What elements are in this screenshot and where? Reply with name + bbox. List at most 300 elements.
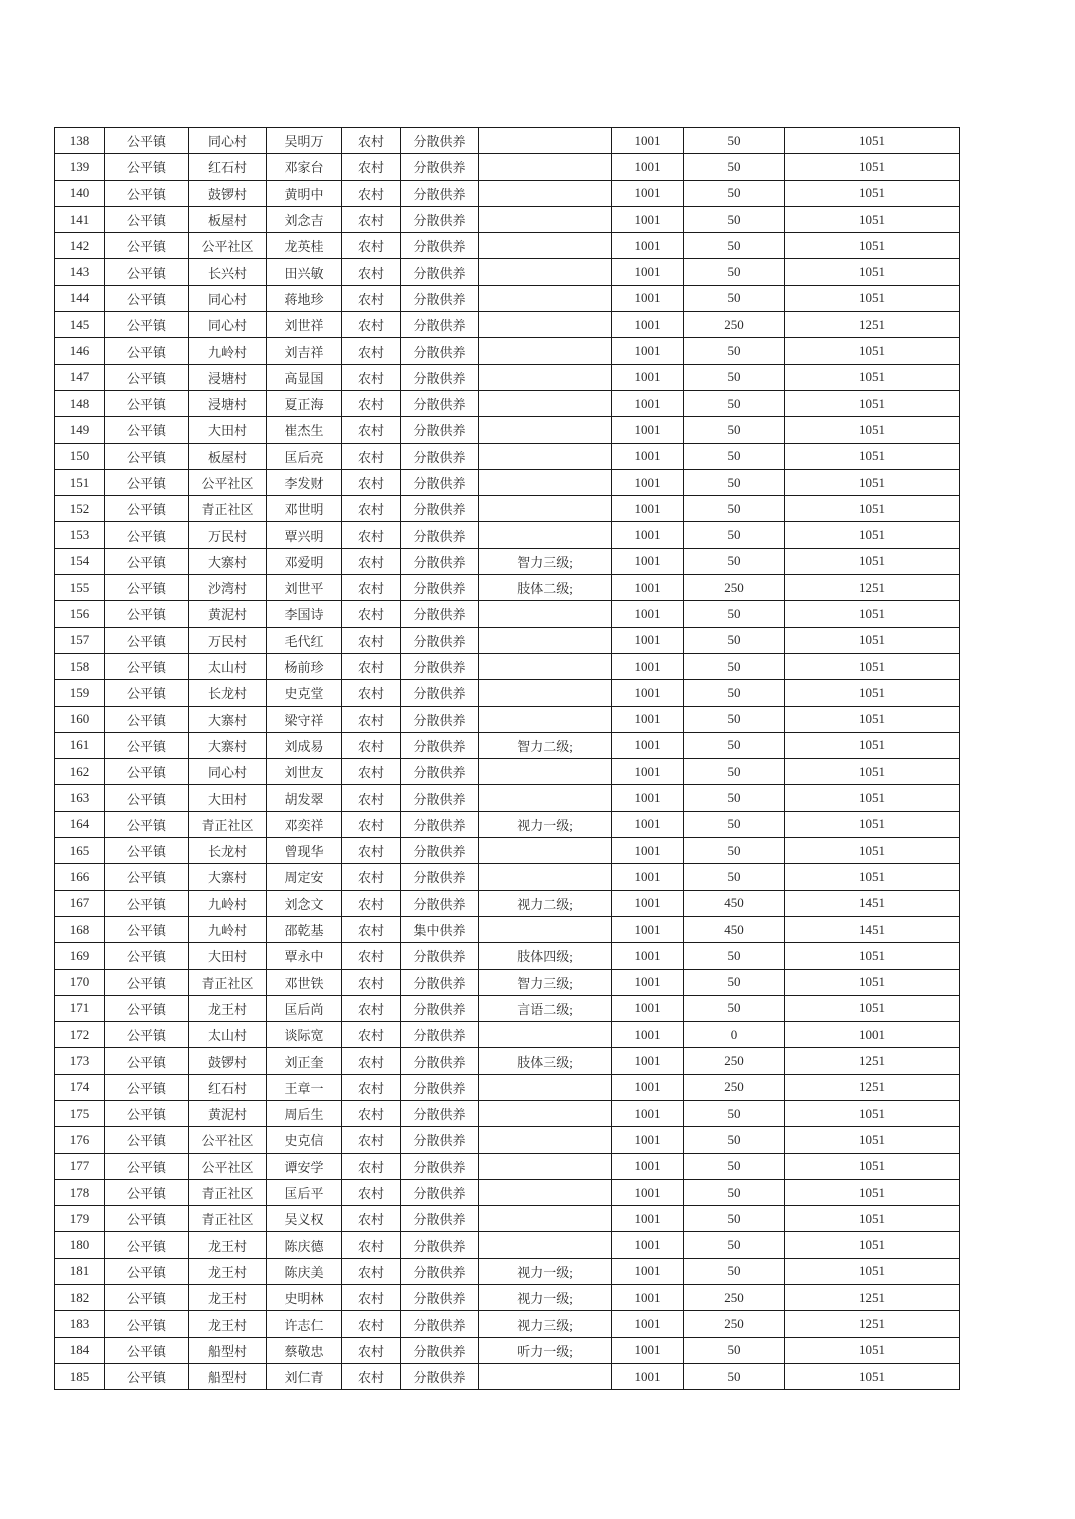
disability-level-cell bbox=[479, 1127, 612, 1153]
person-name-cell: 陈庆德 bbox=[267, 1232, 342, 1258]
area-type-cell: 农村 bbox=[342, 838, 401, 864]
village-cell: 大寨村 bbox=[189, 864, 267, 890]
subsidy-amount-cell: 50 bbox=[684, 969, 785, 995]
town-cell: 公平镇 bbox=[105, 575, 189, 601]
person-name-cell: 谈际宽 bbox=[267, 1022, 342, 1048]
row-number-cell: 184 bbox=[55, 1337, 105, 1363]
area-type-cell: 农村 bbox=[342, 943, 401, 969]
total-amount-cell: 1051 bbox=[785, 601, 960, 627]
row-number-cell: 155 bbox=[55, 575, 105, 601]
base-amount-cell: 1001 bbox=[612, 1127, 684, 1153]
total-amount-cell: 1251 bbox=[785, 1074, 960, 1100]
row-number-cell: 170 bbox=[55, 969, 105, 995]
row-number-cell: 138 bbox=[55, 128, 105, 154]
disability-level-cell bbox=[479, 338, 612, 364]
area-type-cell: 农村 bbox=[342, 811, 401, 837]
area-type-cell: 农村 bbox=[342, 312, 401, 338]
area-type-cell: 农村 bbox=[342, 732, 401, 758]
subsidy-amount-cell: 50 bbox=[684, 1206, 785, 1232]
subsidy-amount-cell: 50 bbox=[684, 1232, 785, 1258]
village-cell: 大田村 bbox=[189, 417, 267, 443]
row-number-cell: 163 bbox=[55, 785, 105, 811]
base-amount-cell: 1001 bbox=[612, 1153, 684, 1179]
village-cell: 万民村 bbox=[189, 522, 267, 548]
total-amount-cell: 1051 bbox=[785, 548, 960, 574]
row-number-cell: 150 bbox=[55, 443, 105, 469]
town-cell: 公平镇 bbox=[105, 1074, 189, 1100]
total-amount-cell: 1051 bbox=[785, 522, 960, 548]
base-amount-cell: 1001 bbox=[612, 759, 684, 785]
village-cell: 鼓锣村 bbox=[189, 1048, 267, 1074]
town-cell: 公平镇 bbox=[105, 838, 189, 864]
records-table-body bbox=[55, 128, 960, 1390]
subsidy-amount-cell: 50 bbox=[684, 785, 785, 811]
table-row bbox=[55, 943, 960, 969]
support-type-cell: 分散供养 bbox=[401, 575, 479, 601]
person-name-cell: 王章一 bbox=[267, 1074, 342, 1100]
person-name-cell: 史克堂 bbox=[267, 680, 342, 706]
support-type-cell: 分散供养 bbox=[401, 680, 479, 706]
disability-level-cell bbox=[479, 469, 612, 495]
disability-level-cell bbox=[479, 259, 612, 285]
row-number-cell: 180 bbox=[55, 1232, 105, 1258]
area-type-cell: 农村 bbox=[342, 864, 401, 890]
base-amount-cell: 1001 bbox=[612, 364, 684, 390]
total-amount-cell: 1051 bbox=[785, 732, 960, 758]
base-amount-cell: 1001 bbox=[612, 522, 684, 548]
person-name-cell: 刘念吉 bbox=[267, 206, 342, 232]
village-cell: 黄泥村 bbox=[189, 1100, 267, 1126]
disability-level-cell bbox=[479, 916, 612, 942]
disability-level-cell bbox=[479, 285, 612, 311]
row-number-cell: 185 bbox=[55, 1363, 105, 1389]
row-number-cell: 181 bbox=[55, 1258, 105, 1284]
total-amount-cell: 1051 bbox=[785, 838, 960, 864]
village-cell: 九岭村 bbox=[189, 916, 267, 942]
row-number-cell: 164 bbox=[55, 811, 105, 837]
area-type-cell: 农村 bbox=[342, 128, 401, 154]
total-amount-cell: 1051 bbox=[785, 128, 960, 154]
disability-level-cell bbox=[479, 417, 612, 443]
total-amount-cell: 1001 bbox=[785, 1022, 960, 1048]
person-name-cell: 李发财 bbox=[267, 469, 342, 495]
support-type-cell: 分散供养 bbox=[401, 469, 479, 495]
town-cell: 公平镇 bbox=[105, 601, 189, 627]
town-cell: 公平镇 bbox=[105, 128, 189, 154]
row-number-cell: 169 bbox=[55, 943, 105, 969]
person-name-cell: 史克信 bbox=[267, 1127, 342, 1153]
support-type-cell: 分散供养 bbox=[401, 154, 479, 180]
area-type-cell: 农村 bbox=[342, 233, 401, 259]
total-amount-cell: 1051 bbox=[785, 364, 960, 390]
total-amount-cell: 1051 bbox=[785, 338, 960, 364]
row-number-cell: 178 bbox=[55, 1179, 105, 1205]
town-cell: 公平镇 bbox=[105, 732, 189, 758]
table-row bbox=[55, 759, 960, 785]
town-cell: 公平镇 bbox=[105, 1206, 189, 1232]
total-amount-cell: 1051 bbox=[785, 653, 960, 679]
base-amount-cell: 1001 bbox=[612, 390, 684, 416]
base-amount-cell: 1001 bbox=[612, 1363, 684, 1389]
base-amount-cell: 1001 bbox=[612, 1311, 684, 1337]
town-cell: 公平镇 bbox=[105, 443, 189, 469]
table-row bbox=[55, 1285, 960, 1311]
subsidy-amount-cell: 50 bbox=[684, 180, 785, 206]
table-row bbox=[55, 601, 960, 627]
person-name-cell: 龙英桂 bbox=[267, 233, 342, 259]
disability-level-cell: 视力一级; bbox=[479, 1285, 612, 1311]
table-row bbox=[55, 653, 960, 679]
person-name-cell: 邓世明 bbox=[267, 496, 342, 522]
subsidy-amount-cell: 250 bbox=[684, 575, 785, 601]
person-name-cell: 覃兴明 bbox=[267, 522, 342, 548]
total-amount-cell: 1051 bbox=[785, 259, 960, 285]
village-cell: 青正社区 bbox=[189, 496, 267, 522]
village-cell: 大寨村 bbox=[189, 732, 267, 758]
person-name-cell: 高显国 bbox=[267, 364, 342, 390]
base-amount-cell: 1001 bbox=[612, 1258, 684, 1284]
town-cell: 公平镇 bbox=[105, 259, 189, 285]
total-amount-cell: 1251 bbox=[785, 1048, 960, 1074]
subsidy-amount-cell: 50 bbox=[684, 864, 785, 890]
town-cell: 公平镇 bbox=[105, 653, 189, 679]
table-row bbox=[55, 1206, 960, 1232]
person-name-cell: 蔡敬忠 bbox=[267, 1337, 342, 1363]
disability-level-cell bbox=[479, 180, 612, 206]
disability-level-cell: 视力一级; bbox=[479, 811, 612, 837]
row-number-cell: 142 bbox=[55, 233, 105, 259]
total-amount-cell: 1051 bbox=[785, 233, 960, 259]
town-cell: 公平镇 bbox=[105, 969, 189, 995]
base-amount-cell: 1001 bbox=[612, 653, 684, 679]
area-type-cell: 农村 bbox=[342, 1363, 401, 1389]
table-row bbox=[55, 732, 960, 758]
base-amount-cell: 1001 bbox=[612, 180, 684, 206]
disability-level-cell bbox=[479, 154, 612, 180]
row-number-cell: 172 bbox=[55, 1022, 105, 1048]
town-cell: 公平镇 bbox=[105, 312, 189, 338]
row-number-cell: 141 bbox=[55, 206, 105, 232]
row-number-cell: 167 bbox=[55, 890, 105, 916]
support-type-cell: 分散供养 bbox=[401, 1179, 479, 1205]
person-name-cell: 曾现华 bbox=[267, 838, 342, 864]
support-type-cell: 分散供养 bbox=[401, 1258, 479, 1284]
total-amount-cell: 1051 bbox=[785, 1153, 960, 1179]
row-number-cell: 171 bbox=[55, 995, 105, 1021]
subsidy-amount-cell: 50 bbox=[684, 1258, 785, 1284]
subsidy-amount-cell: 50 bbox=[684, 627, 785, 653]
total-amount-cell: 1251 bbox=[785, 575, 960, 601]
subsidy-amount-cell: 50 bbox=[684, 259, 785, 285]
table-row bbox=[55, 995, 960, 1021]
disability-level-cell bbox=[479, 785, 612, 811]
person-name-cell: 刘念文 bbox=[267, 890, 342, 916]
area-type-cell: 农村 bbox=[342, 417, 401, 443]
support-type-cell: 分散供养 bbox=[401, 785, 479, 811]
subsidy-amount-cell: 50 bbox=[684, 995, 785, 1021]
disability-level-cell bbox=[479, 1179, 612, 1205]
village-cell: 大寨村 bbox=[189, 706, 267, 732]
table-row bbox=[55, 259, 960, 285]
area-type-cell: 农村 bbox=[342, 364, 401, 390]
base-amount-cell: 1001 bbox=[612, 469, 684, 495]
disability-level-cell bbox=[479, 1153, 612, 1179]
subsidy-amount-cell: 50 bbox=[684, 1337, 785, 1363]
person-name-cell: 史明林 bbox=[267, 1285, 342, 1311]
disability-level-cell: 肢体四级; bbox=[479, 943, 612, 969]
base-amount-cell: 1001 bbox=[612, 338, 684, 364]
disability-level-cell: 视力二级; bbox=[479, 890, 612, 916]
village-cell: 黄泥村 bbox=[189, 601, 267, 627]
village-cell: 鼓锣村 bbox=[189, 180, 267, 206]
town-cell: 公平镇 bbox=[105, 1179, 189, 1205]
base-amount-cell: 1001 bbox=[612, 233, 684, 259]
base-amount-cell: 1001 bbox=[612, 1206, 684, 1232]
total-amount-cell: 1251 bbox=[785, 1311, 960, 1337]
person-name-cell: 吴义权 bbox=[267, 1206, 342, 1232]
row-number-cell: 151 bbox=[55, 469, 105, 495]
town-cell: 公平镇 bbox=[105, 496, 189, 522]
support-type-cell: 分散供养 bbox=[401, 601, 479, 627]
row-number-cell: 176 bbox=[55, 1127, 105, 1153]
village-cell: 大寨村 bbox=[189, 548, 267, 574]
table-row bbox=[55, 916, 960, 942]
subsidy-amount-cell: 250 bbox=[684, 1074, 785, 1100]
village-cell: 船型村 bbox=[189, 1337, 267, 1363]
town-cell: 公平镇 bbox=[105, 1285, 189, 1311]
village-cell: 同心村 bbox=[189, 759, 267, 785]
subsidy-amount-cell: 50 bbox=[684, 1127, 785, 1153]
person-name-cell: 刘仁青 bbox=[267, 1363, 342, 1389]
table-row bbox=[55, 838, 960, 864]
base-amount-cell: 1001 bbox=[612, 417, 684, 443]
town-cell: 公平镇 bbox=[105, 180, 189, 206]
village-cell: 同心村 bbox=[189, 285, 267, 311]
table-row bbox=[55, 1100, 960, 1126]
disability-level-cell bbox=[479, 1074, 612, 1100]
table-row bbox=[55, 206, 960, 232]
person-name-cell: 刘世祥 bbox=[267, 312, 342, 338]
town-cell: 公平镇 bbox=[105, 864, 189, 890]
support-type-cell: 分散供养 bbox=[401, 233, 479, 259]
town-cell: 公平镇 bbox=[105, 285, 189, 311]
village-cell: 红石村 bbox=[189, 154, 267, 180]
row-number-cell: 143 bbox=[55, 259, 105, 285]
town-cell: 公平镇 bbox=[105, 390, 189, 416]
base-amount-cell: 1001 bbox=[612, 732, 684, 758]
disability-level-cell: 智力二级; bbox=[479, 732, 612, 758]
support-type-cell: 分散供养 bbox=[401, 390, 479, 416]
table-row bbox=[55, 417, 960, 443]
town-cell: 公平镇 bbox=[105, 890, 189, 916]
area-type-cell: 农村 bbox=[342, 1153, 401, 1179]
village-cell: 龙王村 bbox=[189, 1258, 267, 1284]
base-amount-cell: 1001 bbox=[612, 1048, 684, 1074]
village-cell: 同心村 bbox=[189, 128, 267, 154]
table-row bbox=[55, 706, 960, 732]
disability-level-cell: 肢体二级; bbox=[479, 575, 612, 601]
disability-level-cell bbox=[479, 496, 612, 522]
support-type-cell: 分散供养 bbox=[401, 890, 479, 916]
person-name-cell: 匡后亮 bbox=[267, 443, 342, 469]
base-amount-cell: 1001 bbox=[612, 969, 684, 995]
disability-level-cell bbox=[479, 653, 612, 679]
support-type-cell: 分散供养 bbox=[401, 653, 479, 679]
support-type-cell: 分散供养 bbox=[401, 1074, 479, 1100]
total-amount-cell: 1051 bbox=[785, 627, 960, 653]
person-name-cell: 覃永中 bbox=[267, 943, 342, 969]
subsidy-amount-cell: 50 bbox=[684, 1100, 785, 1126]
disability-level-cell bbox=[479, 1363, 612, 1389]
table-row bbox=[55, 1074, 960, 1100]
area-type-cell: 农村 bbox=[342, 916, 401, 942]
row-number-cell: 144 bbox=[55, 285, 105, 311]
town-cell: 公平镇 bbox=[105, 417, 189, 443]
area-type-cell: 农村 bbox=[342, 890, 401, 916]
base-amount-cell: 1001 bbox=[612, 154, 684, 180]
area-type-cell: 农村 bbox=[342, 759, 401, 785]
base-amount-cell: 1001 bbox=[612, 285, 684, 311]
disability-level-cell bbox=[479, 390, 612, 416]
town-cell: 公平镇 bbox=[105, 785, 189, 811]
row-number-cell: 147 bbox=[55, 364, 105, 390]
base-amount-cell: 1001 bbox=[612, 706, 684, 732]
disability-level-cell bbox=[479, 312, 612, 338]
row-number-cell: 173 bbox=[55, 1048, 105, 1074]
support-type-cell: 分散供养 bbox=[401, 522, 479, 548]
subsidy-amount-cell: 50 bbox=[684, 522, 785, 548]
subsidy-amount-cell: 50 bbox=[684, 417, 785, 443]
disability-level-cell bbox=[479, 838, 612, 864]
disability-level-cell: 言语二级; bbox=[479, 995, 612, 1021]
support-type-cell: 分散供养 bbox=[401, 364, 479, 390]
person-name-cell: 许志仁 bbox=[267, 1311, 342, 1337]
table-row bbox=[55, 1232, 960, 1258]
town-cell: 公平镇 bbox=[105, 1311, 189, 1337]
support-type-cell: 分散供养 bbox=[401, 285, 479, 311]
village-cell: 万民村 bbox=[189, 627, 267, 653]
village-cell: 太山村 bbox=[189, 1022, 267, 1048]
support-type-cell: 分散供养 bbox=[401, 1153, 479, 1179]
subsidy-amount-cell: 50 bbox=[684, 443, 785, 469]
row-number-cell: 149 bbox=[55, 417, 105, 443]
table-row bbox=[55, 785, 960, 811]
disability-level-cell bbox=[479, 443, 612, 469]
table-row bbox=[55, 575, 960, 601]
town-cell: 公平镇 bbox=[105, 1363, 189, 1389]
base-amount-cell: 1001 bbox=[612, 811, 684, 837]
total-amount-cell: 1051 bbox=[785, 206, 960, 232]
support-type-cell: 分散供养 bbox=[401, 443, 479, 469]
base-amount-cell: 1001 bbox=[612, 575, 684, 601]
base-amount-cell: 1001 bbox=[612, 206, 684, 232]
subsidy-amount-cell: 50 bbox=[684, 469, 785, 495]
area-type-cell: 农村 bbox=[342, 154, 401, 180]
subsidy-amount-cell: 50 bbox=[684, 338, 785, 364]
subsidy-amount-cell: 50 bbox=[684, 811, 785, 837]
person-name-cell: 李国诗 bbox=[267, 601, 342, 627]
row-number-cell: 156 bbox=[55, 601, 105, 627]
support-type-cell: 分散供养 bbox=[401, 496, 479, 522]
support-type-cell: 分散供养 bbox=[401, 128, 479, 154]
village-cell: 大田村 bbox=[189, 785, 267, 811]
town-cell: 公平镇 bbox=[105, 1048, 189, 1074]
total-amount-cell: 1451 bbox=[785, 890, 960, 916]
subsidy-amount-cell: 450 bbox=[684, 916, 785, 942]
person-name-cell: 邓奕祥 bbox=[267, 811, 342, 837]
base-amount-cell: 1001 bbox=[612, 601, 684, 627]
row-number-cell: 157 bbox=[55, 627, 105, 653]
area-type-cell: 农村 bbox=[342, 1337, 401, 1363]
village-cell: 公平社区 bbox=[189, 233, 267, 259]
table-row bbox=[55, 154, 960, 180]
row-number-cell: 154 bbox=[55, 548, 105, 574]
support-type-cell: 分散供养 bbox=[401, 338, 479, 364]
table-row bbox=[55, 1258, 960, 1284]
town-cell: 公平镇 bbox=[105, 1153, 189, 1179]
base-amount-cell: 1001 bbox=[612, 1337, 684, 1363]
table-row bbox=[55, 469, 960, 495]
support-type-cell: 分散供养 bbox=[401, 1311, 479, 1337]
town-cell: 公平镇 bbox=[105, 916, 189, 942]
town-cell: 公平镇 bbox=[105, 206, 189, 232]
table-row bbox=[55, 1337, 960, 1363]
base-amount-cell: 1001 bbox=[612, 995, 684, 1021]
base-amount-cell: 1001 bbox=[612, 943, 684, 969]
row-number-cell: 139 bbox=[55, 154, 105, 180]
disability-level-cell bbox=[479, 1206, 612, 1232]
base-amount-cell: 1001 bbox=[612, 890, 684, 916]
support-type-cell: 分散供养 bbox=[401, 1337, 479, 1363]
row-number-cell: 168 bbox=[55, 916, 105, 942]
base-amount-cell: 1001 bbox=[612, 838, 684, 864]
village-cell: 青正社区 bbox=[189, 811, 267, 837]
area-type-cell: 农村 bbox=[342, 1100, 401, 1126]
row-number-cell: 162 bbox=[55, 759, 105, 785]
person-name-cell: 陈庆美 bbox=[267, 1258, 342, 1284]
table-row bbox=[55, 233, 960, 259]
table-row bbox=[55, 627, 960, 653]
subsidy-amount-cell: 0 bbox=[684, 1022, 785, 1048]
area-type-cell: 农村 bbox=[342, 1022, 401, 1048]
support-type-cell: 分散供养 bbox=[401, 259, 479, 285]
total-amount-cell: 1051 bbox=[785, 680, 960, 706]
area-type-cell: 农村 bbox=[342, 548, 401, 574]
area-type-cell: 农村 bbox=[342, 338, 401, 364]
disability-level-cell bbox=[479, 680, 612, 706]
town-cell: 公平镇 bbox=[105, 1127, 189, 1153]
area-type-cell: 农村 bbox=[342, 443, 401, 469]
area-type-cell: 农村 bbox=[342, 1311, 401, 1337]
support-type-cell: 分散供养 bbox=[401, 811, 479, 837]
person-name-cell: 田兴敏 bbox=[267, 259, 342, 285]
disability-level-cell bbox=[479, 233, 612, 259]
person-name-cell: 夏正海 bbox=[267, 390, 342, 416]
total-amount-cell: 1051 bbox=[785, 1206, 960, 1232]
town-cell: 公平镇 bbox=[105, 154, 189, 180]
village-cell: 长龙村 bbox=[189, 680, 267, 706]
subsidy-amount-cell: 450 bbox=[684, 890, 785, 916]
town-cell: 公平镇 bbox=[105, 469, 189, 495]
support-type-cell: 分散供养 bbox=[401, 995, 479, 1021]
total-amount-cell: 1051 bbox=[785, 390, 960, 416]
area-type-cell: 农村 bbox=[342, 706, 401, 732]
table-row bbox=[55, 522, 960, 548]
support-type-cell: 分散供养 bbox=[401, 706, 479, 732]
town-cell: 公平镇 bbox=[105, 943, 189, 969]
town-cell: 公平镇 bbox=[105, 1337, 189, 1363]
disability-level-cell: 听力一级; bbox=[479, 1337, 612, 1363]
